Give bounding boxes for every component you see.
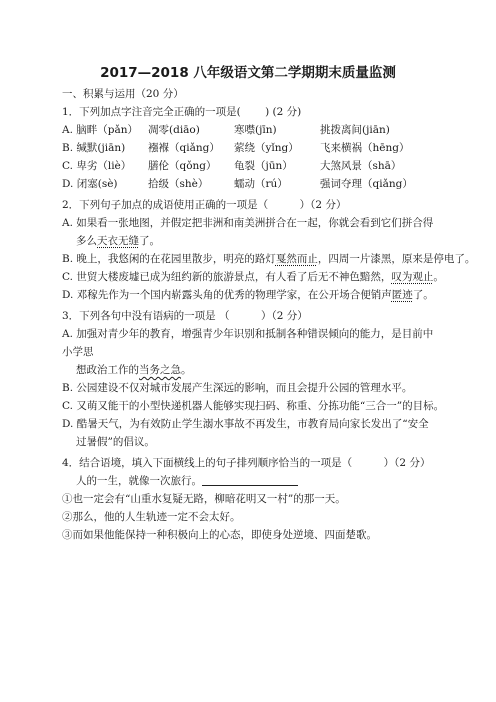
text-span: C. 世贸大楼废墟已成为纽约新的旅游景点，有人看了后无不神色黯然， [62, 271, 392, 283]
question-4-item-2: ②那么，他的人生轨迹一定不会太好。 [62, 511, 241, 523]
question-2-option-a-line-1: A. 如果看一张地图，并假定把非洲和南美洲拼合在一起，你就会看到它们拼合得 [62, 217, 434, 229]
option-b-item-3: 萦绕（yǐng） [234, 142, 299, 154]
question-3-option-a-line-1: A. 加强对青少年的教育，增强青少年识别和抵制各种错误倾向的能力，是目前中小学思 [62, 328, 434, 358]
marked-idiom: 天衣无缝 [97, 235, 139, 247]
page-title: 2017—2018 八年级语文第二学期期末质量监测 [100, 65, 396, 81]
marked-idiom: 戛然而止 [275, 253, 318, 265]
option-c-item-2: 膳伦（qǒng） [148, 160, 217, 172]
option-a-item-2: 凋零(diāo) [148, 124, 200, 136]
option-a-item-4: 挑拨离间(jiān) [320, 124, 390, 136]
question-2-option-b [62, 250, 476, 268]
text-span: 多么 [76, 235, 97, 247]
question-1-option-a [62, 121, 434, 139]
question-2-option-a [62, 214, 434, 250]
option-b-item-1: B. 缄默(jiān) [62, 142, 126, 154]
question-3-option-b: B. 公园建设不仅对城市发展产生深远的影响，而且会提升公园的管理水平。 [62, 382, 413, 394]
option-d-item-3: 蠕动（rú） [234, 178, 288, 190]
text-span: 了。 [412, 289, 434, 301]
question-3-option-a [62, 325, 434, 379]
question-3-option-d-line-1: D. 酷暑天气，为有效防止学生溺水事故不再发生，市教育局向家长发出了“安全 [62, 418, 429, 430]
option-d-item-4: 强词夺理（qiǎng） [320, 178, 413, 190]
marked-idiom: 叹为观止 [391, 271, 434, 283]
answer-blank[interactable] [202, 473, 298, 486]
question-2-option-a-line-2 [62, 232, 434, 250]
marked-idiom: 匿迹 [391, 289, 413, 301]
question-4-stem: 4．结合语境，填入下面横线上的句子排列顺序恰当的一项是（ ）（2 分） [62, 457, 431, 469]
question-1-option-b [62, 139, 434, 157]
question-4-item-3: ③而如果他能保持一种积极向上的心态，即使身处逆境、四面楚歌。 [62, 529, 377, 541]
option-c-item-3: 龟裂（jūn） [234, 160, 293, 172]
text-span: 想政治工作的 [76, 364, 139, 376]
option-b-item-4: 飞来横祸（hēng） [320, 142, 410, 154]
option-d-item-1: D. 闭塞(sè) [62, 178, 118, 190]
question-4-item-1: ①也一定会有“山重水复疑无路，柳暗花明又一村”的那一天。 [62, 493, 346, 505]
question-2-stem: 2．下列句子加点的成语使用正确的一项是（ ）（2 分） [62, 199, 347, 211]
option-c-item-1: C. 卑劣（liè） [62, 160, 132, 172]
marked-phrase: 当务之急 [139, 364, 181, 376]
question-3-stem: 3．下列各句中没有语病的一项是 （ ）（2 分） [62, 310, 308, 322]
question-3-option-c: C. 又萌又能干的小型快递机器人能够实现扫码、称重、分拣功能“三合一”的目标。 [62, 400, 445, 412]
option-b-item-2: 襁褓（qiǎng） [148, 142, 220, 154]
question-2-option-c [62, 268, 444, 286]
question-3-option-d-line-2: 过暑假”的倡议。 [76, 436, 155, 448]
question-1-stem: 1．下列加点字注音完全正确的一项是( ) (2 分) [62, 106, 302, 118]
text-span: 。 [181, 364, 192, 376]
intro-text: 人的一生，就像一次旅行。 [76, 475, 202, 487]
text-span: 了。 [139, 235, 160, 247]
question-1-option-d [62, 175, 434, 193]
option-a-item-1: A. 脑畔（pǎn） [62, 124, 139, 136]
option-d-item-2: 拾级（shè） [148, 178, 209, 190]
text-span: D. 邓稼先作为一个国内崭露头角的优秀的物理学家，在公开场合便销声 [62, 289, 392, 301]
question-1-option-c [62, 157, 434, 175]
question-2-option-d [62, 286, 434, 304]
question-3-option-a-line-2 [62, 361, 434, 379]
question-3-option-d [62, 415, 434, 451]
option-c-item-4: 大煞风景（shā） [320, 160, 402, 172]
text-span: B. 晚上，我悠闲的在花园里散步，明亮的路灯 [62, 253, 276, 265]
option-a-item-3: 寒噤(jīn) [234, 124, 277, 136]
text-span: ，四周一片漆黑，原来是停电了。 [317, 253, 476, 265]
question-4-intro [62, 472, 434, 490]
text-span: 。 [433, 271, 444, 283]
section-heading: 一、积累与运用（20 分） [62, 88, 184, 100]
